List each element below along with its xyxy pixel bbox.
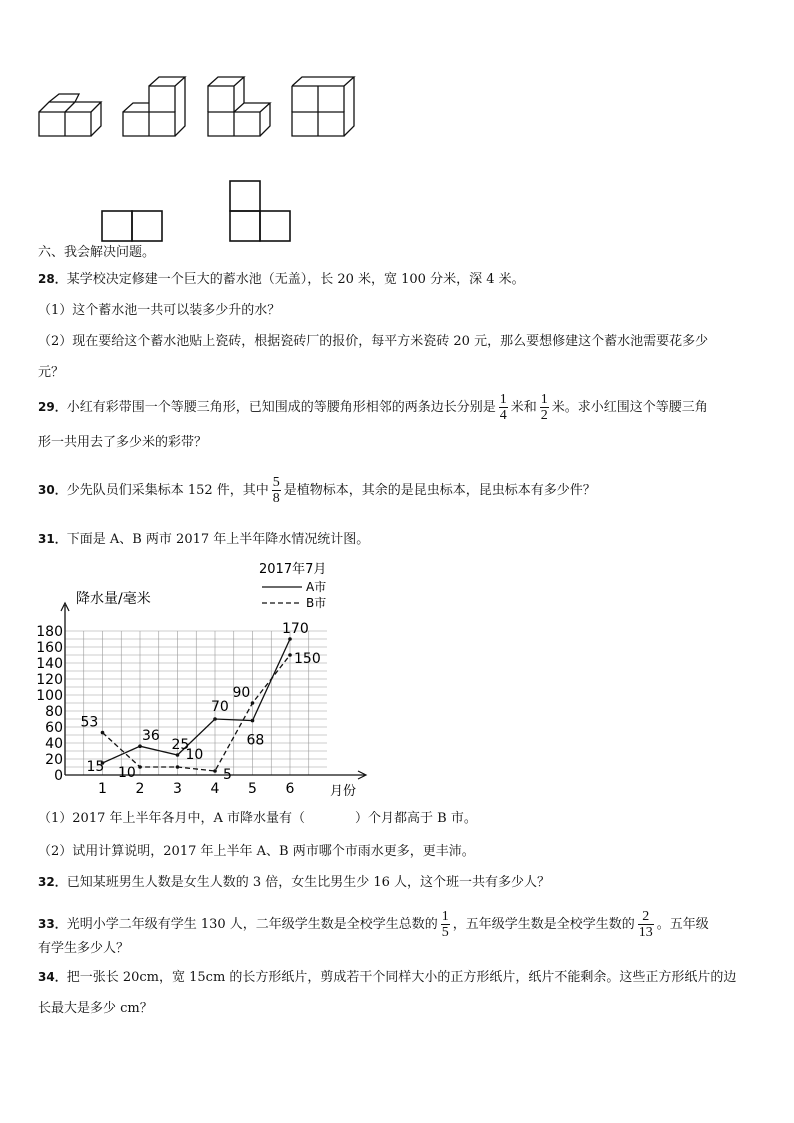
data-label: 5 <box>223 767 232 783</box>
x-tick-label: 5 <box>248 781 257 797</box>
data-point <box>213 769 217 773</box>
x-tick-label: 2 <box>135 781 145 797</box>
fraction-numerator: 2 <box>642 909 650 924</box>
question-number: 34． <box>38 970 67 984</box>
question-29 <box>38 391 708 424</box>
data-label: 150 <box>294 651 321 667</box>
question-text: 是植物标本，其余的是昆虫标本，昆虫标本有多少件？ <box>283 483 596 498</box>
question-29-line2: 形一共用去了多少米的彩带？ <box>38 435 208 450</box>
data-point <box>176 765 180 769</box>
data-label: 10 <box>118 765 136 781</box>
rainfall-line-chart <box>36 555 380 805</box>
cube-figure-1 <box>39 94 101 136</box>
question-31-sub2: （2）试用计算说明，2017 年上半年 A、B 两市哪个市雨水更多，更丰沛。 <box>38 844 475 859</box>
data-label: 90 <box>232 685 251 701</box>
data-point <box>288 637 292 641</box>
y-tick-label: 100 <box>36 688 63 704</box>
question-number: 28． <box>38 272 67 286</box>
y-tick-label: 0 <box>54 768 63 784</box>
question-text: ，五年级学生数是全校学生数的 <box>452 917 635 932</box>
question-text: 把一张长 20cm，宽 15cm 的长方形纸片，剪成若干个同样大小的正方形纸片，纸片不能剩余。这些正方形纸片的边 <box>66 970 737 985</box>
data-label: 170 <box>282 621 309 637</box>
data-label: 68 <box>246 732 265 749</box>
question-text: （1）2017 年上半年各月中，A 市降水量有（ <box>38 811 306 826</box>
fraction-numerator: 1 <box>441 909 449 924</box>
cube-figure-4 <box>292 77 354 136</box>
y-tick-label: 160 <box>36 640 63 656</box>
data-point <box>101 731 105 735</box>
legend-label-a: A市 <box>306 580 327 594</box>
data-label: 15 <box>86 759 105 775</box>
data-label: 70 <box>211 699 229 715</box>
data-point <box>251 719 255 723</box>
data-point <box>251 701 255 705</box>
question-text: 。五年级 <box>656 917 709 932</box>
question-text: 米。求小红围这个等腰三角 <box>551 400 708 415</box>
fraction <box>441 909 450 940</box>
question-text: 米和 <box>510 400 537 415</box>
question-text: 小红有彩带围一个等腰三角形，已知围成的等腰角形相邻的两条边长分别是 <box>66 400 496 415</box>
x-tick-label: 4 <box>210 781 220 797</box>
question-34-line2: 长最大是多少 cm？ <box>38 1001 153 1016</box>
question-28-sub2-line1: （2）现在要给这个蓄水池贴上瓷砖，根据瓷砖厂的报价，每平方米瓷砖 20 元，那么要想修建这个蓄水池需要花多少 <box>38 334 709 349</box>
data-label: 25 <box>171 737 190 753</box>
y-tick-label: 40 <box>45 736 63 752</box>
question-number: 30． <box>38 483 67 497</box>
question-31-sub1 <box>38 810 477 828</box>
question-text: 已知某班男生人数是女生人数的 3 倍，女生比男生少 16 人，这个班一共有多少人？ <box>66 875 551 890</box>
y-tick-label: 80 <box>45 704 63 720</box>
cube-figure-2 <box>123 77 185 136</box>
x-tick-label: 6 <box>285 781 295 797</box>
x-tick-label: 1 <box>98 781 107 797</box>
cube-figures <box>30 70 370 150</box>
y-tick-label: 20 <box>45 752 63 768</box>
fraction <box>272 475 281 506</box>
question-number: 31． <box>38 532 67 546</box>
chart-ylabel: 降水量/毫米 <box>76 591 151 607</box>
data-point <box>213 717 217 721</box>
data-point <box>138 765 142 769</box>
data-label: 36 <box>142 728 160 745</box>
y-tick-label: 60 <box>45 720 63 736</box>
question-text: 某学校决定修建一个巨大的蓄水池（无盖），长 20 米，宽 100 分米，深 4 米。 <box>66 272 525 287</box>
y-tick-label: 180 <box>36 624 63 640</box>
question-number: 32． <box>38 875 67 889</box>
question-34 <box>38 968 736 987</box>
y-tick-label: 120 <box>36 672 63 688</box>
question-text: ）个月都高于 B 市。 <box>355 811 477 826</box>
question-28-sub1: （1）这个蓄水池一共可以装多少升的水？ <box>38 303 281 318</box>
question-31 <box>38 530 369 549</box>
question-30 <box>38 474 596 507</box>
question-33 <box>38 907 709 942</box>
flat-figure-two-squares <box>102 211 162 241</box>
fraction-denominator: 2 <box>540 408 548 423</box>
fraction-numerator: 5 <box>272 475 280 490</box>
data-point <box>138 744 142 748</box>
data-label: 53 <box>80 714 99 731</box>
question-text: 光明小学二年级有学生 130 人，二年级学生数是全校学生总数的 <box>66 917 438 932</box>
fraction-denominator: 13 <box>638 925 653 940</box>
fraction-denominator: 5 <box>441 925 449 940</box>
question-number: 33． <box>38 917 67 931</box>
question-number: 29． <box>38 400 67 414</box>
fraction-numerator: 1 <box>499 392 507 407</box>
data-label: 10 <box>185 747 204 763</box>
fraction-denominator: 4 <box>499 408 507 423</box>
fraction-denominator: 8 <box>272 491 280 506</box>
question-text: 下面是 A、B 两市 2017 年上半年降水情况统计图。 <box>66 532 370 547</box>
question-28 <box>38 270 525 289</box>
chart-title: 2017年7月 <box>259 562 327 577</box>
fraction <box>540 392 549 423</box>
y-tick-label: 140 <box>36 656 63 672</box>
question-32 <box>38 873 550 892</box>
fraction <box>499 392 508 423</box>
data-point <box>288 653 292 657</box>
section-title: 六、我会解决问题。 <box>38 245 156 260</box>
x-tick-label: 3 <box>173 781 182 797</box>
data-point <box>176 753 180 757</box>
chart-xlabel: 月份 <box>330 784 357 799</box>
question-text: 少先队员们采集标本 152 件，其中 <box>66 483 269 498</box>
fraction-numerator: 1 <box>540 392 548 407</box>
flat-figure-l-shape <box>230 181 290 241</box>
legend-label-b: B市 <box>306 596 327 610</box>
cube-figure-3 <box>208 77 270 136</box>
fraction <box>638 909 654 940</box>
flat-figures <box>95 175 305 247</box>
question-28-sub2-line2: 元？ <box>38 365 65 380</box>
question-33-line2: 有学生多少人？ <box>38 941 130 956</box>
